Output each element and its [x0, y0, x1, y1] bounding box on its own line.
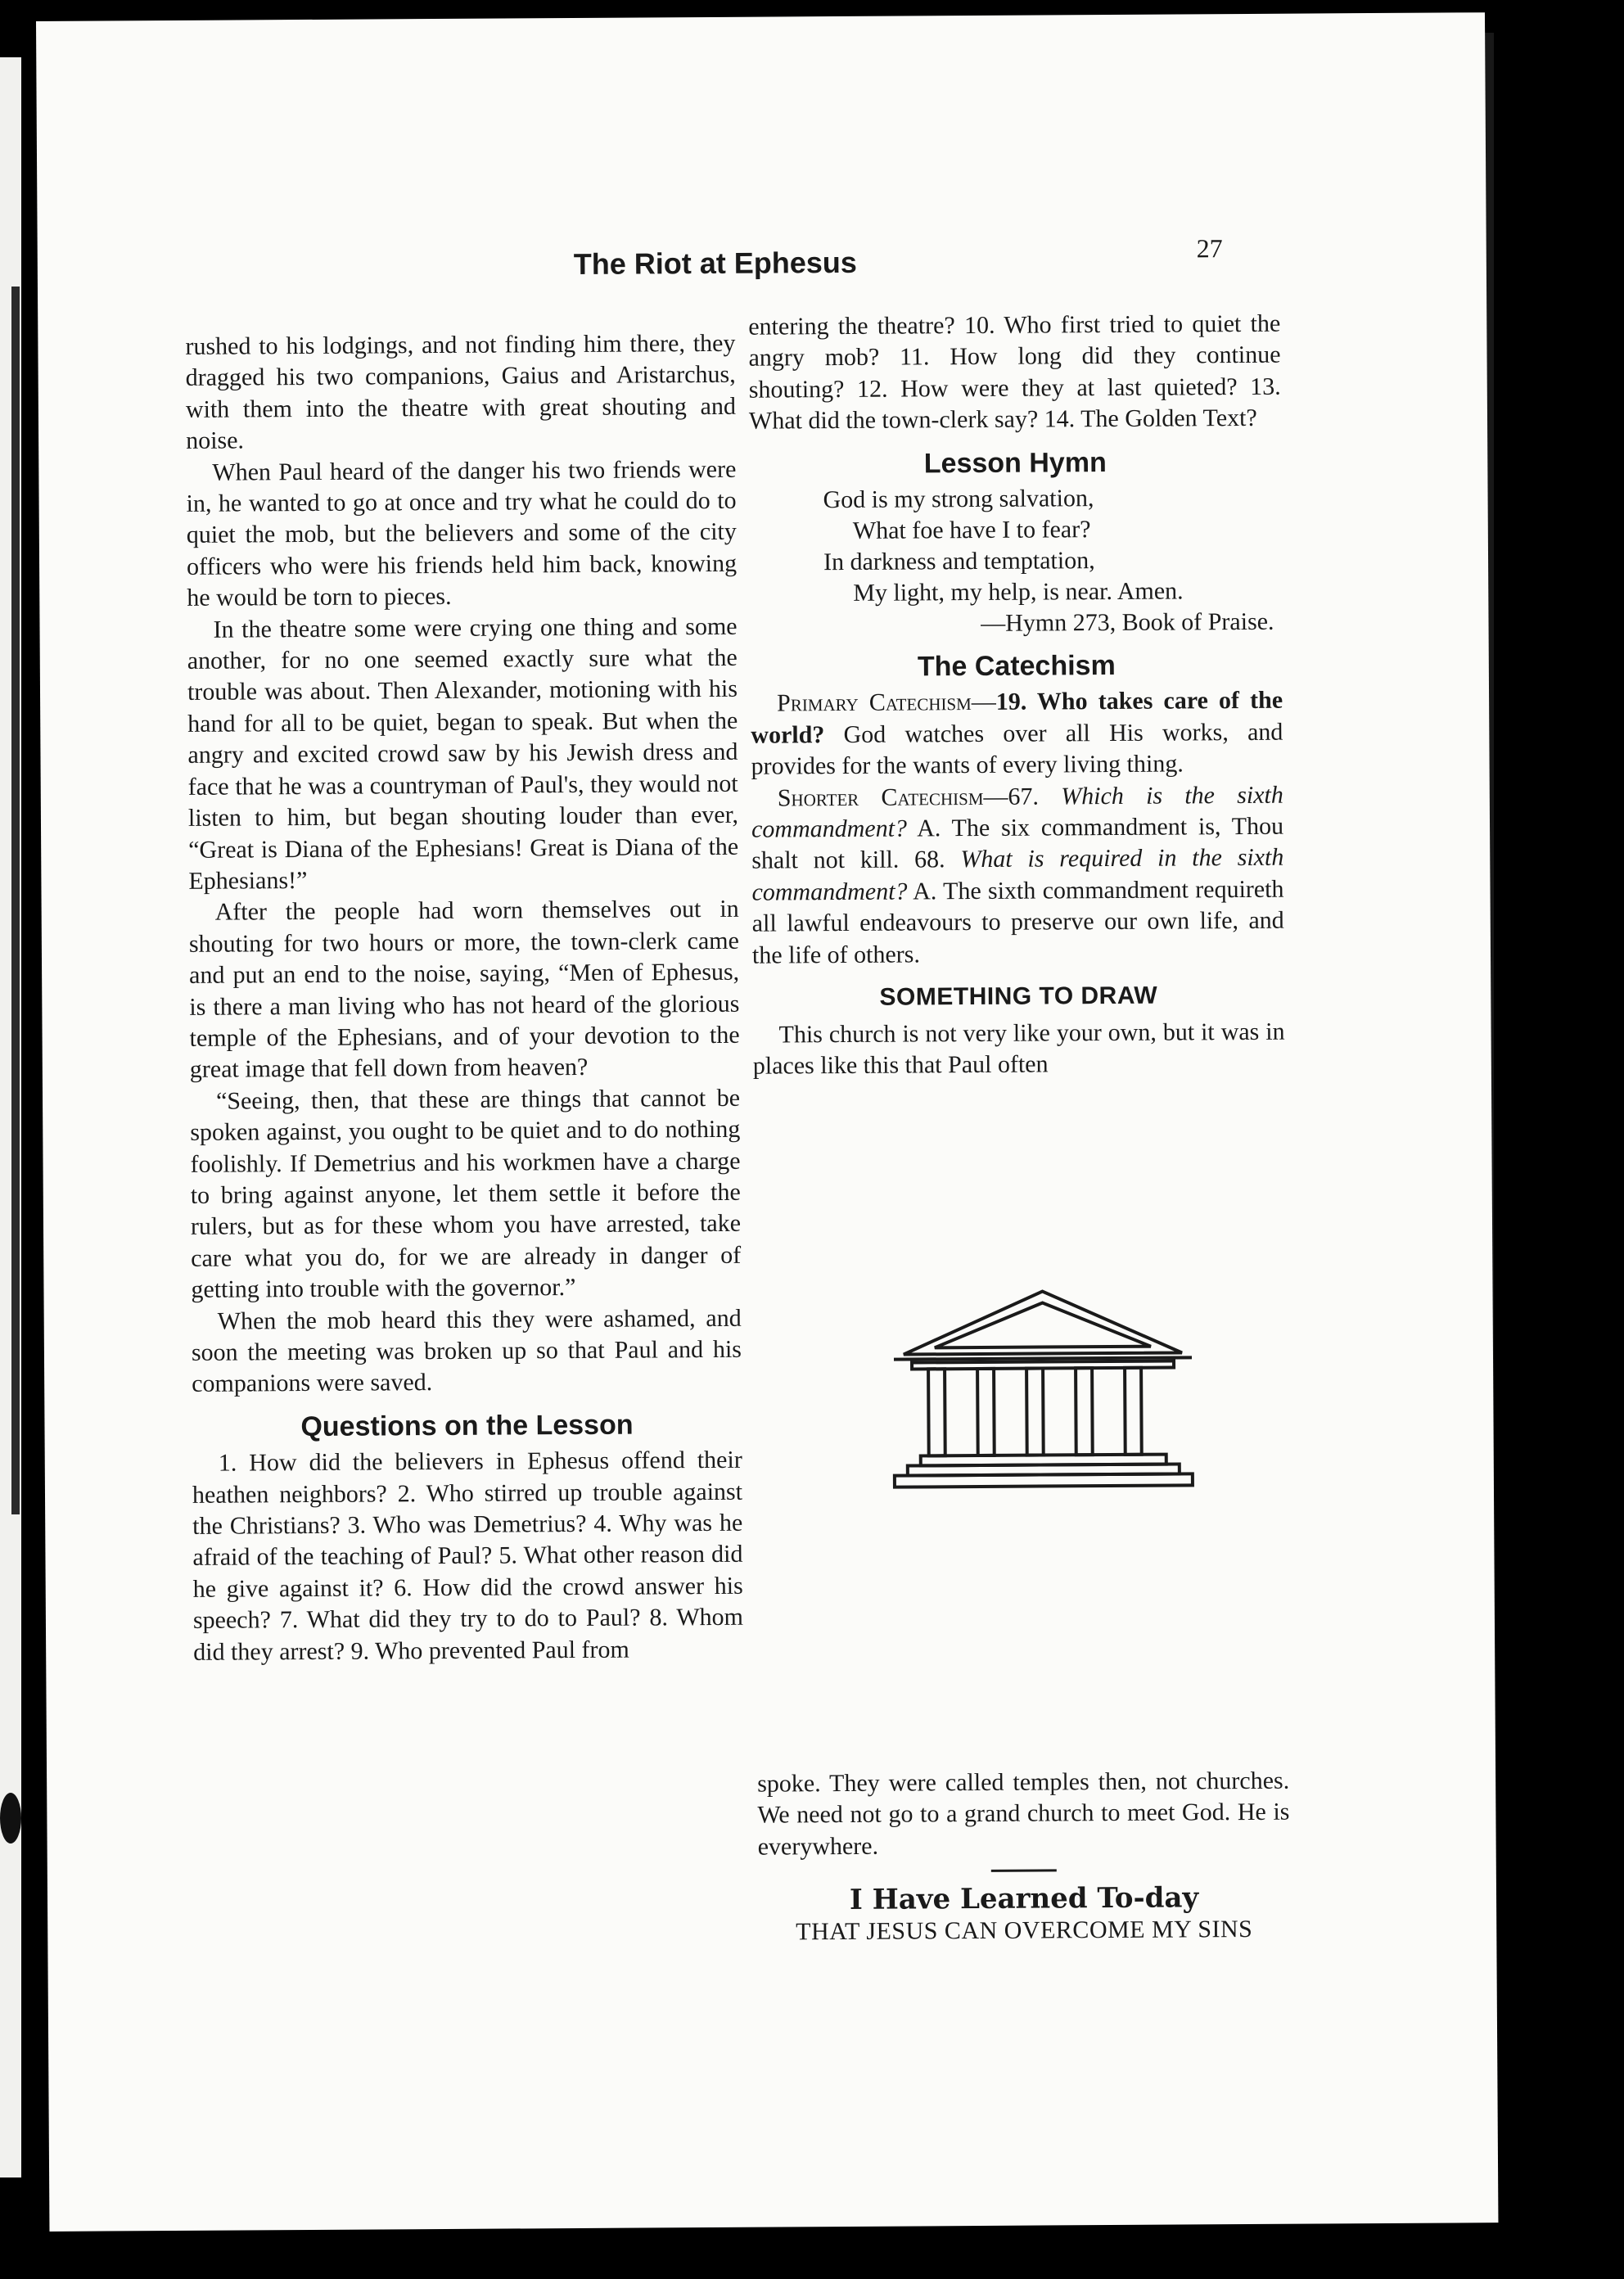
hymn-heading: Lesson Hymn [923, 446, 1107, 480]
temple-drawing [886, 1287, 1199, 1501]
punch-hole-bottom-left [0, 1793, 21, 1844]
paragraph: rushed to his lodgings, and not finding him there, they dragged his two companions, Gaius and Aristarchus, with them into the theatre with great shouting and noise. [185, 329, 736, 455]
questions-continued: entering the theatre? 10. Who first tried to quiet the angry mob? 11. How long did they continue shouting? 12. How were they at last quieted? 13. What did the town-clerk say? 14. The Golden Text? [748, 309, 1281, 435]
shorter-q2: What is required in the sixth commandment? [751, 844, 1284, 906]
binding-strip [11, 287, 20, 1514]
paragraph: When Paul heard of the danger his two friends were in, he wanted to go at once and try what he could do to quiet the mob, but the believers and some of the city officers who were his friends held him back, knowing he would be torn to pieces. [186, 455, 738, 612]
book-page [36, 12, 1498, 2232]
primary-catechism-answer: God watches over all His works, and provides for the wants of every living thing. [751, 718, 1283, 780]
primary-catechism-question: 19. Who takes care of the world? [751, 687, 1283, 749]
left-column [185, 328, 743, 1668]
hymn-line: What foe have I to fear? [852, 516, 1091, 544]
paragraph: In the theatre some were crying one thing and some another, for no one seemed exactly sure what the trouble was about. Then Alexander, motioning with his hand for all to be quiet, began to speak. But when the angry and excited crowd saw by his Jewish dress and face that he was a countryman of Paul's, they would not listen to him, but began shouting louder than ever, “Great is Diana of the Ephesians! Great is Diana of the Ephesians!” [187, 612, 739, 895]
shorter-catechism-label: Shorter Catechism— [777, 783, 1008, 812]
shorter-a1: A. The six commandment is, Thou shalt not kill. [751, 812, 1284, 875]
shorter-q1-number: 67. [1008, 783, 1040, 810]
running-title: The Riot at Ephesus [573, 245, 857, 281]
hymn-line: My light, my help, is near. Amen. [853, 577, 1184, 607]
paragraph: When the mob heard this they were ashamed, and soon the meeting was broken up so that Paul and his companions were saved. [191, 1304, 742, 1398]
shorter-q1: Which is the sixth commandment? [751, 781, 1283, 843]
questions-text: 1. How did the believers in Ephesus offend their heathen neighbors? 2. Who stirred up trouble against the Christians? 3. Who was Demetrius? 4. Why was he afraid of the teaching of Paul? 5. What other reason did he give against it? 6. How did the crowd answer his speech? 7. What did they try to do to Paul? 8. Whom did they arrest? 9. Who prevented Paul from [192, 1446, 744, 1666]
primary-catechism [751, 685, 1283, 783]
draw-heading: SOMETHING TO DRAW [879, 982, 1158, 1011]
hymn-line: God is my strong salvation, [823, 485, 1094, 514]
shorter-q2-number: 68. [914, 846, 945, 873]
primary-catechism-label: Primary Catechism— [777, 688, 996, 717]
hymn-verse [823, 482, 1282, 640]
right-column-bottom [757, 1766, 1290, 1948]
learned-text: THAT JESUS CAN OVERCOME MY SINS [796, 1915, 1253, 1945]
questions-heading: Questions on the Lesson [300, 1409, 634, 1442]
shorter-a2: A. The sixth commandment requireth all lawful endeavours to preserve our own life, and the life of others. [751, 875, 1284, 969]
section-divider [991, 1870, 1057, 1872]
paragraph: “Seeing, then, that these are things that cannot be spoken against, you ought to be quiet and to do nothing foolishly. If Demetrius and his workmen have a charge to bring against anyone, let them settle it before the rulers, but as for these whom you have arrested, take care what you do, for we are already in danger of getting into trouble with the governor.” [190, 1084, 742, 1304]
page-number: 27 [1196, 233, 1223, 264]
hymn-attribution: —Hymn 273, Book of Praise. [981, 607, 1274, 637]
right-column [748, 309, 1285, 1082]
learned-heading: I Have Learned To-day [849, 1881, 1199, 1917]
hymn-line: In darkness and temptation, [823, 547, 1095, 576]
paragraph: After the people had worn themselves out in shouting for two hours or more, the town-clerk came and put an end to the noise, saying, “Men of Ephesus, is there a man living who has not heard of the glorious temple of the Ephesians, and of your devotion to the great image that fell down from heaven? [188, 896, 740, 1084]
draw-continued: spoke. They were called temples then, not churches. We need not go to a grand church to meet God. He is everywhere. [757, 1767, 1290, 1861]
shorter-catechism [751, 779, 1284, 971]
draw-text: This church is not very like your own, but it was in places like this that Paul often [752, 1018, 1285, 1080]
catechism-heading: The Catechism [917, 649, 1116, 683]
